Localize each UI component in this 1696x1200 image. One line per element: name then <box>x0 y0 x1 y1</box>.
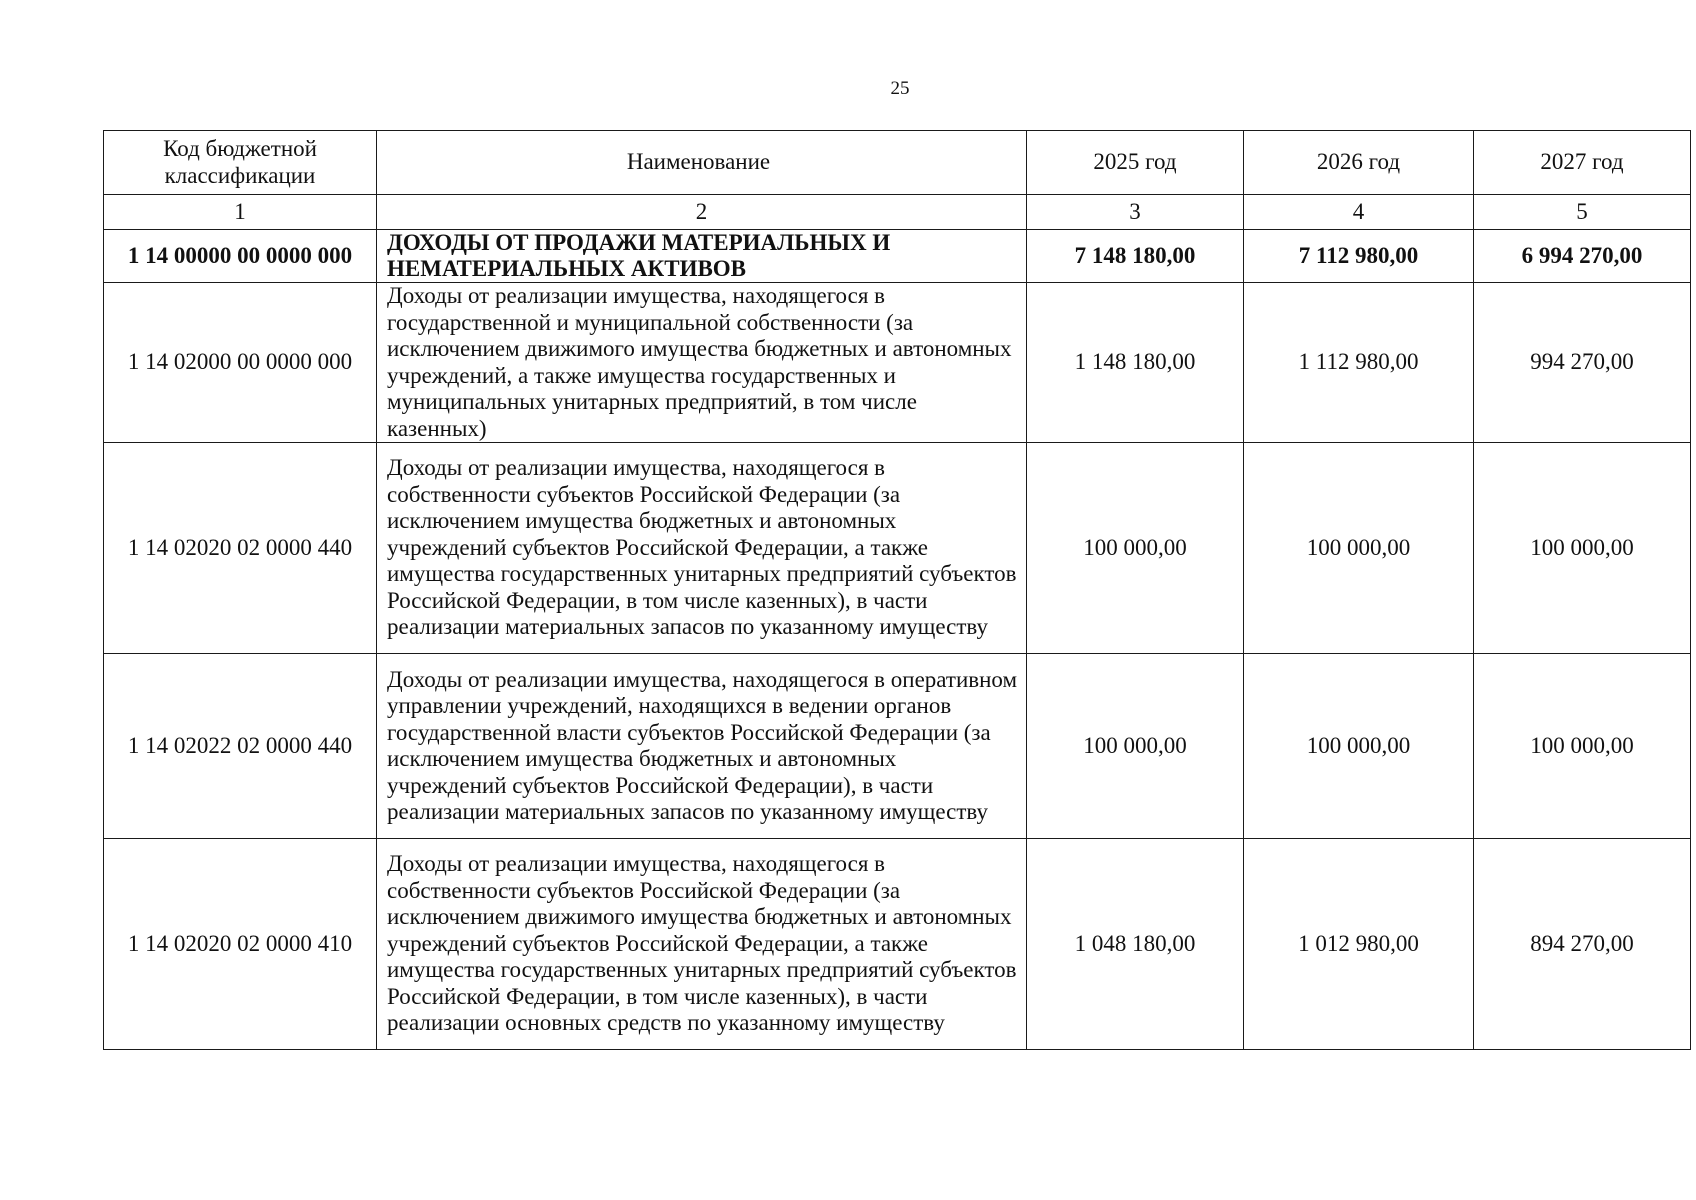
row-value-2027: 6 994 270,00 <box>1474 230 1691 283</box>
table-row <box>104 839 1691 1050</box>
row-value-2026: 100 000,00 <box>1244 443 1474 654</box>
budget-table <box>103 130 1691 1050</box>
table-row-total <box>104 230 1691 283</box>
column-index: 3 <box>1027 195 1244 230</box>
row-value-2025: 1 148 180,00 <box>1027 283 1244 443</box>
row-name: Доходы от реализации имущества, находящегося в собственности субъектов Российской Федерации (за исключением имущества бюджетных и автономных учреждений субъектов Российской Федерации, а также имущества государственных унитарных предприятий субъектов Российской Федерации, в том числе казенных), в части реализации материальных запасов по указанному имуществу <box>377 443 1027 654</box>
row-code: 1 14 02020 02 0000 440 <box>104 443 377 654</box>
row-code: 1 14 02022 02 0000 440 <box>104 654 377 839</box>
row-value-2025: 100 000,00 <box>1027 654 1244 839</box>
row-value-2027: 894 270,00 <box>1474 839 1691 1050</box>
row-value-2025: 100 000,00 <box>1027 443 1244 654</box>
row-value-2027: 994 270,00 <box>1474 283 1691 443</box>
row-value-2026: 1 112 980,00 <box>1244 283 1474 443</box>
row-name: Доходы от реализации имущества, находящегося в государственной и муниципальной собственности (за исключением движимого имущества бюджетных и автономных учреждений, а также имущества государственных и муниципальных унитарных предприятий, в том числе казенных) <box>377 283 1027 443</box>
table-header-row <box>104 131 1691 195</box>
header-year-2026: 2026 год <box>1244 131 1474 195</box>
row-name: Доходы от реализации имущества, находящегося в оперативном управлении учреждений, находящихся в ведении органов государственной власти субъектов Российской Федерации (за исключением имущества бюджетных и автономных учреждений субъектов Российской Федерации), в части реализации материальных запасов по указанному имуществу <box>377 654 1027 839</box>
row-code: 1 14 00000 00 0000 000 <box>104 230 377 283</box>
row-value-2026: 100 000,00 <box>1244 654 1474 839</box>
table-row <box>104 443 1691 654</box>
row-name: ДОХОДЫ ОТ ПРОДАЖИ МАТЕРИАЛЬНЫХ И НЕМАТЕРИАЛЬНЫХ АКТИВОВ <box>377 230 1027 283</box>
row-value-2027: 100 000,00 <box>1474 654 1691 839</box>
row-value-2026: 7 112 980,00 <box>1244 230 1474 283</box>
row-value-2025: 1 048 180,00 <box>1027 839 1244 1050</box>
table-row <box>104 654 1691 839</box>
row-value-2025: 7 148 180,00 <box>1027 230 1244 283</box>
column-index: 5 <box>1474 195 1691 230</box>
page-number: 25 <box>890 78 910 99</box>
column-index: 1 <box>104 195 377 230</box>
row-value-2026: 1 012 980,00 <box>1244 839 1474 1050</box>
table-row <box>104 283 1691 443</box>
header-year-2027: 2027 год <box>1474 131 1691 195</box>
column-index: 2 <box>377 195 1027 230</box>
row-code: 1 14 02000 00 0000 000 <box>104 283 377 443</box>
header-year-2025: 2025 год <box>1027 131 1244 195</box>
column-index: 4 <box>1244 195 1474 230</box>
row-value-2027: 100 000,00 <box>1474 443 1691 654</box>
row-code: 1 14 02020 02 0000 410 <box>104 839 377 1050</box>
column-index-row <box>104 195 1691 230</box>
header-name: Наименование <box>377 131 1027 195</box>
row-name: Доходы от реализации имущества, находящегося в собственности субъектов Российской Федерации (за исключением движимого имущества бюджетных и автономных учреждений субъектов Российской Федерации, а также имущества государственных унитарных предприятий субъектов Российской Федерации, в том числе казенных), в части реализации основных средств по указанному имуществу <box>377 839 1027 1050</box>
header-code: Код бюджетной классификации <box>104 131 377 195</box>
